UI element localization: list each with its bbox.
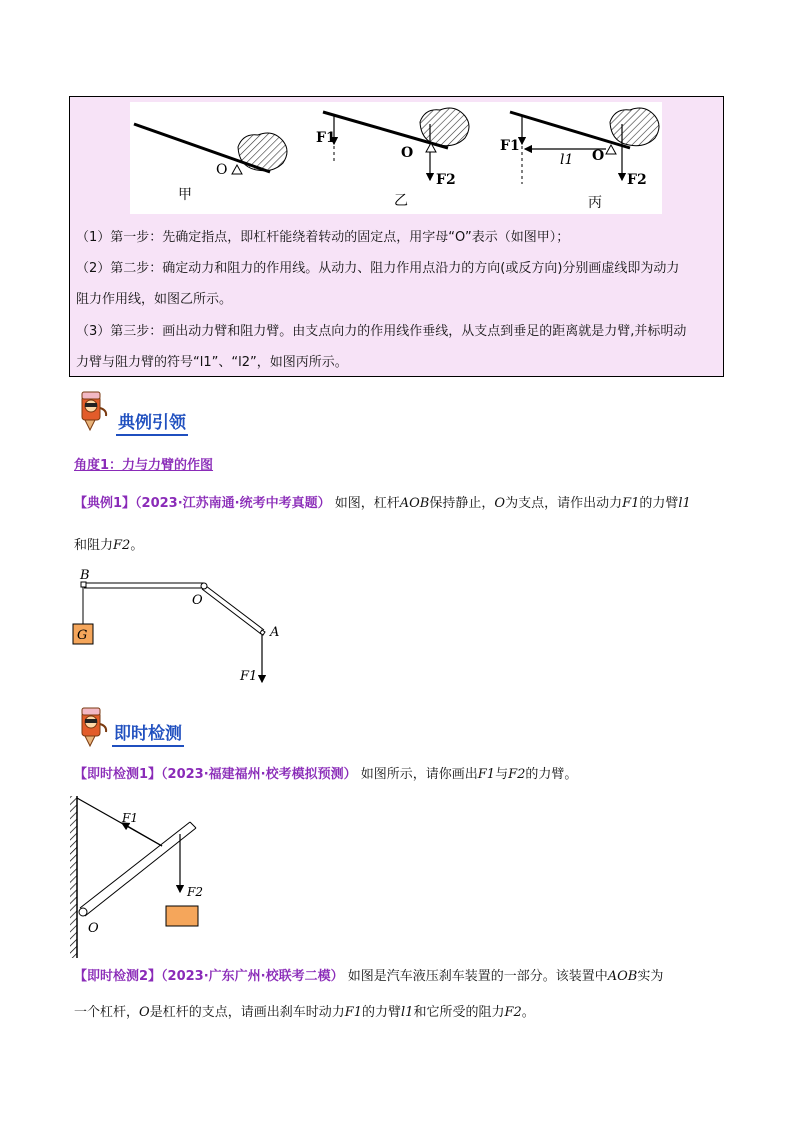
- check-1-figure: [66, 794, 216, 964]
- check-1-tag: 【即时检测1】: [74, 767, 162, 782]
- ex1-label-O: O: [192, 593, 203, 608]
- example-1-o: O: [494, 496, 506, 511]
- ex1-label-G: G: [77, 628, 88, 643]
- check-2-aob: AOB: [607, 969, 638, 984]
- chk1-label-F1: F1: [122, 811, 138, 825]
- chk1-label-F2: F2: [187, 885, 203, 899]
- fig-bing-F1: F1: [500, 138, 520, 154]
- check-2-text-a: 如图是汽车液压刹车装置的一部分。该装置中: [347, 969, 608, 984]
- step-3: （3）第三步：画出动力臂和阻力臂。由支点向力的作用线作垂线，从支点到垂足的距离就是力臂,并标明动: [76, 324, 687, 339]
- check-2-text-e: 的力臂: [362, 1005, 402, 1020]
- example-1-text: 如图，杠杆: [334, 496, 400, 511]
- step-1: （1）第一步：先确定指点，即杠杆能绕着转动的固定点，用字母“O”表示（如图甲）；: [76, 230, 570, 245]
- section-title-examples: 典例引领: [116, 412, 188, 436]
- fig-bing-caption: 丙: [588, 195, 602, 211]
- example-1-text-c: 为支点，请作出动力: [505, 496, 623, 511]
- check-2-text-c: 一个杠杆，: [74, 1005, 140, 1020]
- pencil-mascot-icon: [76, 388, 112, 436]
- example-1-tag: 【典例1】: [74, 496, 136, 511]
- check-2-tag: 【即时检测2】: [74, 969, 162, 984]
- check-2-f1: F1: [344, 1005, 362, 1020]
- figure-yi: [316, 108, 469, 209]
- check-2-o: O: [139, 1005, 150, 1020]
- check-2-question-cont: [74, 1003, 535, 1023]
- check-1-f2: F2: [508, 767, 526, 782]
- ex1-label-F1: F1: [240, 669, 258, 684]
- example-1-question: [74, 494, 691, 514]
- check-1-source: （2023·福建福州·校考模拟预测）: [161, 767, 357, 782]
- example-1-text-f: 。: [130, 538, 144, 553]
- step-3-cont: 力臂与阻力臂的符号“l1”、“l2”，如图丙所示。: [76, 355, 348, 370]
- check-2-text-b: 实为: [637, 969, 664, 984]
- check-1-and: 与: [495, 767, 509, 782]
- fig-yi-caption: 乙: [394, 193, 408, 209]
- example-1-l1: l1: [678, 496, 691, 511]
- check-2-source: （2023·广东广州·校联考二模）: [161, 969, 344, 984]
- example-1-text-b: 保持静止，: [429, 496, 495, 511]
- check-1-text: 如图所示，请你画出: [360, 767, 478, 782]
- check-2-text-d: 是杠杆的支点，请画出刹车时动力: [149, 1005, 345, 1020]
- example-1-aob: AOB: [399, 496, 430, 511]
- section-title-check: 即时检测: [112, 723, 184, 747]
- figure-bing: [500, 108, 659, 211]
- check-2-text-f: 和它所受的阻力: [413, 1005, 505, 1020]
- ex1-label-B: B: [80, 568, 90, 583]
- check-2-text-g: 。: [521, 1005, 535, 1020]
- lever-steps-figure: [130, 102, 662, 214]
- check-1-end: 的力臂。: [525, 767, 578, 782]
- fig-yi-F1: F1: [316, 130, 336, 146]
- angle-heading: 角度1：力与力臂的作图: [74, 458, 214, 473]
- check-2-l1: l1: [401, 1005, 414, 1020]
- fig-jia-O: O: [216, 162, 228, 178]
- fig-yi-O: O: [401, 145, 414, 161]
- lever-figure-strip: [130, 102, 662, 214]
- check-2-f2: F2: [504, 1005, 522, 1020]
- step-2: （2）第二步：确定动力和阻力的作用线。从动力、阻力作用点沿力的方向(或反方向)分别画虚线即为动力: [76, 261, 680, 276]
- fig-bing-F2: F2: [627, 172, 647, 188]
- pencil-mascot-icon: [76, 704, 112, 752]
- example-1-text-e: 和阻力: [74, 538, 114, 553]
- fig-yi-F2: F2: [436, 172, 456, 188]
- example-1-source: （2023·江苏南通·统考中考真题）: [135, 496, 331, 511]
- figure-jia: [134, 124, 287, 203]
- example-1-question-cont: [74, 536, 143, 556]
- fig-bing-O: O: [592, 148, 605, 164]
- check-2-question: [74, 967, 663, 987]
- example-1-figure: [68, 564, 288, 694]
- example-1-text-d: 的力臂: [639, 496, 679, 511]
- check-1-f1: F1: [477, 767, 496, 782]
- check-1-question: [74, 765, 577, 785]
- fig-jia-caption: 甲: [178, 187, 192, 203]
- step-2-cont: 阻力作用线，如图乙所示。: [76, 292, 233, 307]
- fig-bing-l1: l1: [560, 152, 574, 168]
- example-1-f2: F2: [113, 538, 131, 553]
- chk1-label-O: O: [88, 921, 99, 936]
- example-1-f1: F1: [622, 496, 640, 511]
- ex1-label-A: A: [270, 625, 280, 640]
